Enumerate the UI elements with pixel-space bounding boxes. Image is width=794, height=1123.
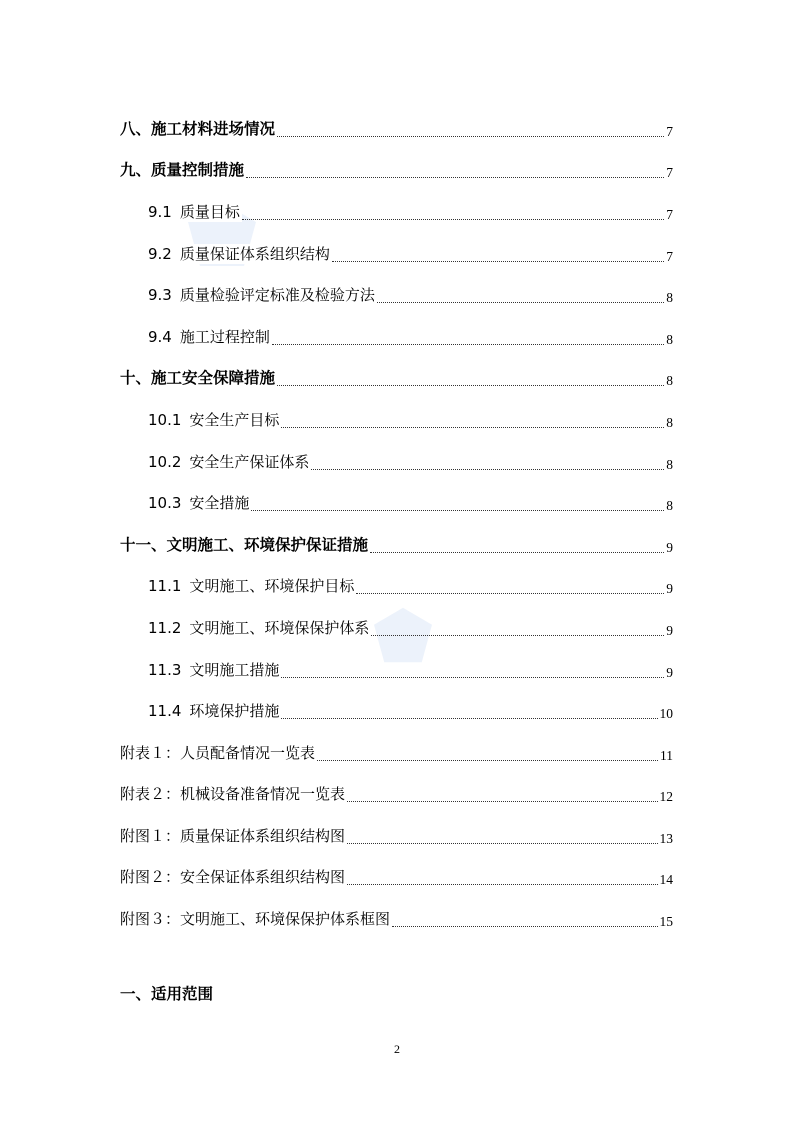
toc-subentry[interactable] [120,482,673,524]
toc-entry-number: 11.4 [148,702,182,721]
toc-page-number: 7 [666,123,673,139]
toc-page-number: 9 [666,539,673,555]
toc-leader-dots [370,551,664,553]
toc-entry-label: 文明施工、环境保保护体系 [189,618,370,637]
toc-entry-title [148,452,311,472]
toc-entry-number: 9.2 [148,244,172,263]
toc-leader-dots [347,800,657,802]
toc-page-number: 8 [666,290,673,306]
toc-entry-title [148,660,281,680]
toc-entry-title [148,493,251,513]
toc-entry-number: 11.1 [148,577,182,596]
toc-entry-title [148,202,242,222]
toc-page-number: 10 [659,706,673,722]
toc-appendix-entry[interactable] [120,732,673,774]
toc-entry-title: 附图３：文明施工、环境保保护体系框图 [120,910,391,929]
toc-entry-label: 质量保证体系组织结构 [179,244,330,263]
toc-page-number: 11 [660,747,673,763]
toc-subentry[interactable] [120,316,673,358]
toc-entry-title: 附表１：人员配备情况一览表 [120,743,316,762]
section-heading: 一、适用范围 [120,985,214,1003]
toc-leader-dots [332,260,664,262]
toc-page-number: 8 [666,414,673,430]
toc-entry[interactable] [120,524,673,566]
toc-entry-title: 附表２：机械设备准备情况一览表 [120,785,346,804]
toc-leader-dots [281,426,664,428]
toc-entry-number: 10.3 [148,494,182,513]
toc-page-number: 8 [666,331,673,347]
toc-entry-title [148,327,272,347]
toc-leader-dots [317,759,658,761]
toc-appendix-entry[interactable] [120,898,673,940]
toc-entry-label: 文明施工、环境保护目标 [189,577,355,596]
toc-page-number: 7 [666,165,673,181]
toc-entry-title: 九、质量控制措施 [120,161,245,180]
toc-entry[interactable] [120,150,673,192]
toc-leader-dots [377,301,664,303]
toc-entry-title: 十一、文明施工、环境保护保证措施 [120,535,369,554]
toc-entry[interactable] [120,358,673,400]
toc-subentry[interactable] [120,441,673,483]
toc-entry-label: 施工过程控制 [179,327,270,346]
toc-entry-number: 11.3 [148,660,182,679]
toc-entry-title: 八、施工材料进场情况 [120,119,276,138]
toc-entry-title: 附图２：安全保证体系组织结构图 [120,868,346,887]
toc-entry-number: 11.2 [148,618,182,637]
toc-page-number: 15 [659,914,673,930]
toc-leader-dots [272,343,664,345]
toc-entry-label: 安全生产保证体系 [189,452,310,471]
toc-entry[interactable] [120,108,673,150]
toc-entry-label: 质量目标 [179,202,240,221]
toc-entry-title [148,701,281,721]
toc-leader-dots [281,676,664,678]
toc-appendix-entry[interactable] [120,774,673,816]
toc-entry-number: 10.1 [148,410,182,429]
toc-subentry[interactable] [120,649,673,691]
toc-subentry[interactable] [120,690,673,732]
toc-leader-dots [371,634,664,636]
toc-page-number: 8 [666,373,673,389]
toc-page-number: 8 [666,456,673,472]
toc-page-number: 8 [666,498,673,514]
toc-entry-number: 9.1 [148,202,172,221]
toc-leader-dots [242,218,664,220]
toc-entry-label: 安全生产目标 [189,410,280,429]
toc-leader-dots [392,925,657,927]
toc-entry-number: 9.4 [148,327,172,346]
toc-entry-title: 附图１：质量保证体系组织结构图 [120,826,346,845]
toc-leader-dots [246,176,664,178]
toc-leader-dots [281,717,657,719]
toc-page-number: 7 [666,206,673,222]
toc-entry-number: 10.2 [148,452,182,471]
toc-leader-dots [251,509,664,511]
toc-entry-title [148,285,377,305]
toc-page-number: 9 [666,664,673,680]
toc-entry-title [148,618,371,638]
toc-leader-dots [277,135,664,137]
toc-entry-label: 质量检验评定标准及检验方法 [179,286,375,305]
toc-page-number: 9 [666,581,673,597]
toc-appendix-entry[interactable] [120,857,673,899]
toc-subentry[interactable] [120,607,673,649]
toc-entry-title [148,410,281,430]
toc-entry-label: 文明施工措施 [189,660,280,679]
toc-page-number: 7 [666,248,673,264]
toc-page-number: 13 [659,830,673,846]
toc-subentry[interactable] [120,233,673,275]
toc-leader-dots [277,384,664,386]
toc-subentry[interactable] [120,274,673,316]
toc-entry-title: 十、施工安全保障措施 [120,369,276,388]
table-of-contents [120,108,673,940]
toc-entry-number: 9.3 [148,286,172,305]
toc-entry-title [148,576,356,596]
toc-subentry[interactable] [120,191,673,233]
toc-subentry[interactable] [120,399,673,441]
toc-entry-title [148,244,332,264]
toc-subentry[interactable] [120,566,673,608]
toc-entry-label: 环境保护措施 [189,702,280,721]
page-number: 2 [394,1042,400,1056]
toc-page-number: 9 [666,622,673,638]
toc-page-number: 12 [659,789,673,805]
toc-leader-dots [347,883,657,885]
toc-leader-dots [347,842,657,844]
toc-entry-label: 安全措施 [189,494,250,513]
toc-appendix-entry[interactable] [120,815,673,857]
toc-leader-dots [356,592,664,594]
toc-page-number: 14 [659,872,673,888]
toc-leader-dots [311,468,664,470]
